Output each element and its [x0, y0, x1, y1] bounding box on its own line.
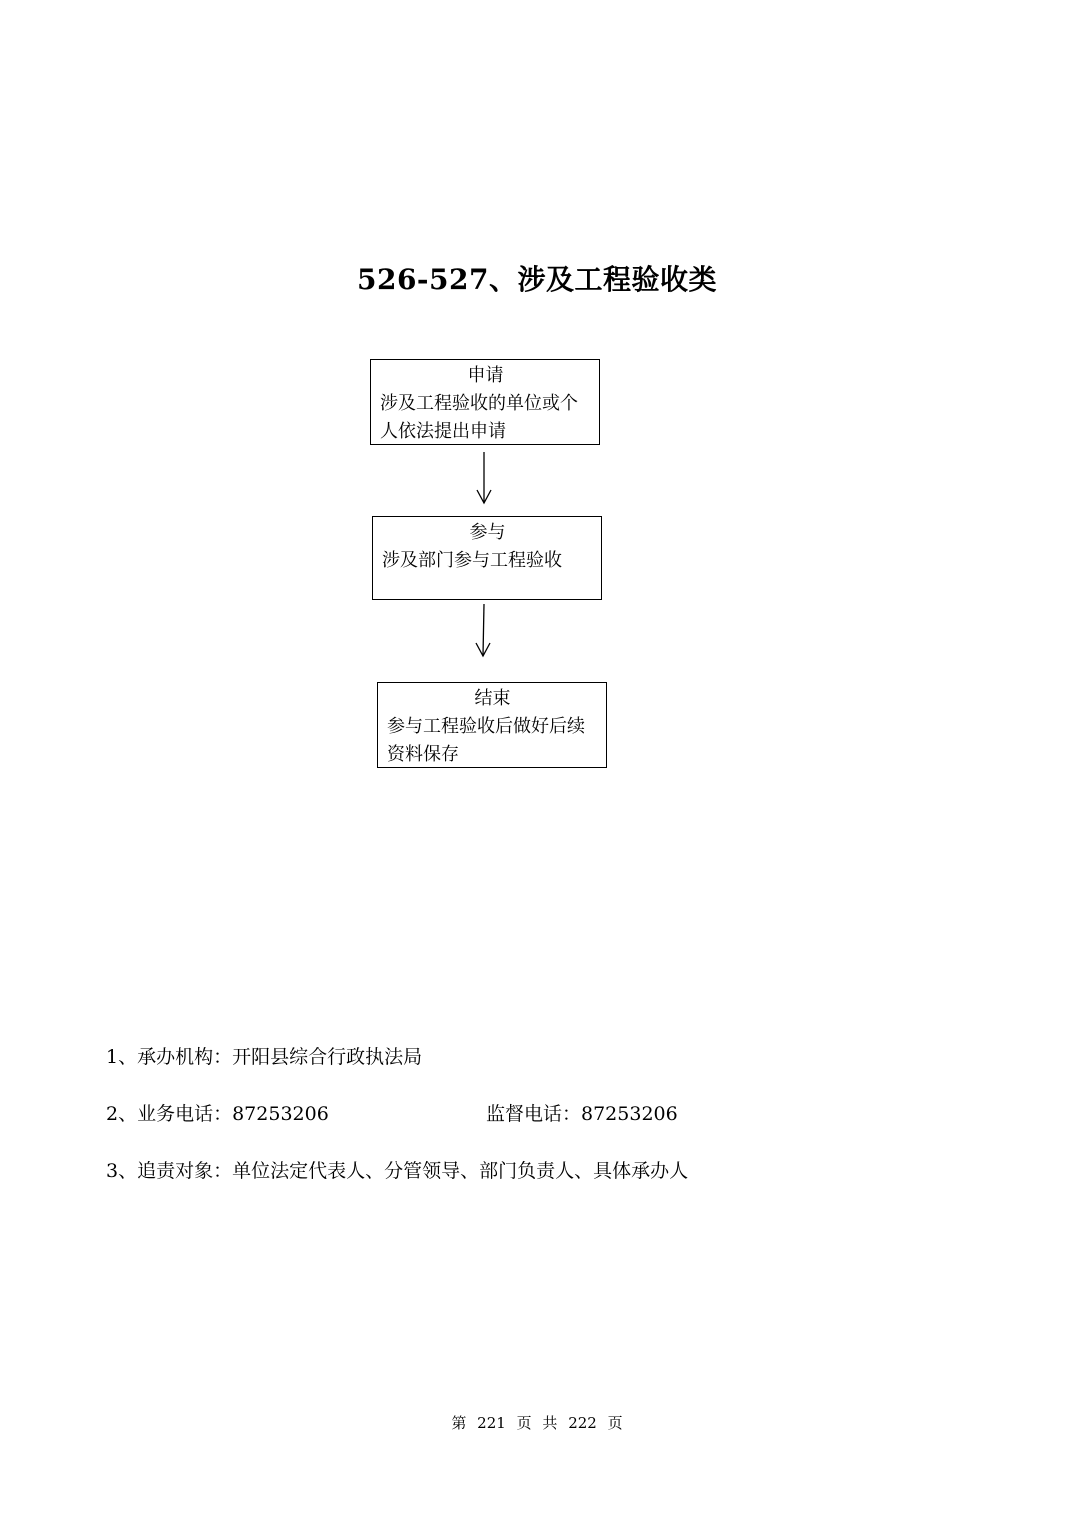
- supervision-phone: 监督电话：87253206: [486, 1103, 678, 1125]
- business-phone: 2、业务电话：87253206: [106, 1103, 329, 1125]
- page-total: 222: [568, 1414, 597, 1432]
- page-suffix: 页: [607, 1414, 623, 1432]
- flow-step-body: 涉及部门参与工程验收: [382, 550, 562, 571]
- page-current: 221: [477, 1414, 506, 1432]
- info-agency: 1、承办机构：开阳县综合行政执法局: [106, 1046, 423, 1068]
- arrow-1: [477, 452, 491, 503]
- flow-step-heading: 结束: [474, 688, 511, 709]
- page-footer: [0, 1412, 1074, 1433]
- flow-step-body: 涉及工程验收的单位或个人依法提出申请: [380, 393, 578, 442]
- flow-step-finish: [377, 682, 607, 768]
- info-phones: [106, 1099, 678, 1126]
- arrow-2: [476, 604, 490, 656]
- page-word: 页: [516, 1414, 532, 1432]
- flow-step-heading: 参与: [469, 522, 506, 543]
- flow-step-apply: [370, 359, 600, 445]
- flow-step-heading: 申请: [467, 365, 504, 386]
- page-total-word: 共: [542, 1414, 558, 1432]
- info-accountability: 3、追责对象：单位法定代表人、分管领导、部门负责人、具体承办人: [106, 1160, 689, 1182]
- page-title: 526-527、涉及工程验收类: [356, 263, 718, 296]
- page-prefix: 第: [451, 1414, 467, 1432]
- flow-step-participate: [372, 516, 602, 600]
- flow-step-body: 参与工程验收后做好后续资料保存: [387, 716, 585, 765]
